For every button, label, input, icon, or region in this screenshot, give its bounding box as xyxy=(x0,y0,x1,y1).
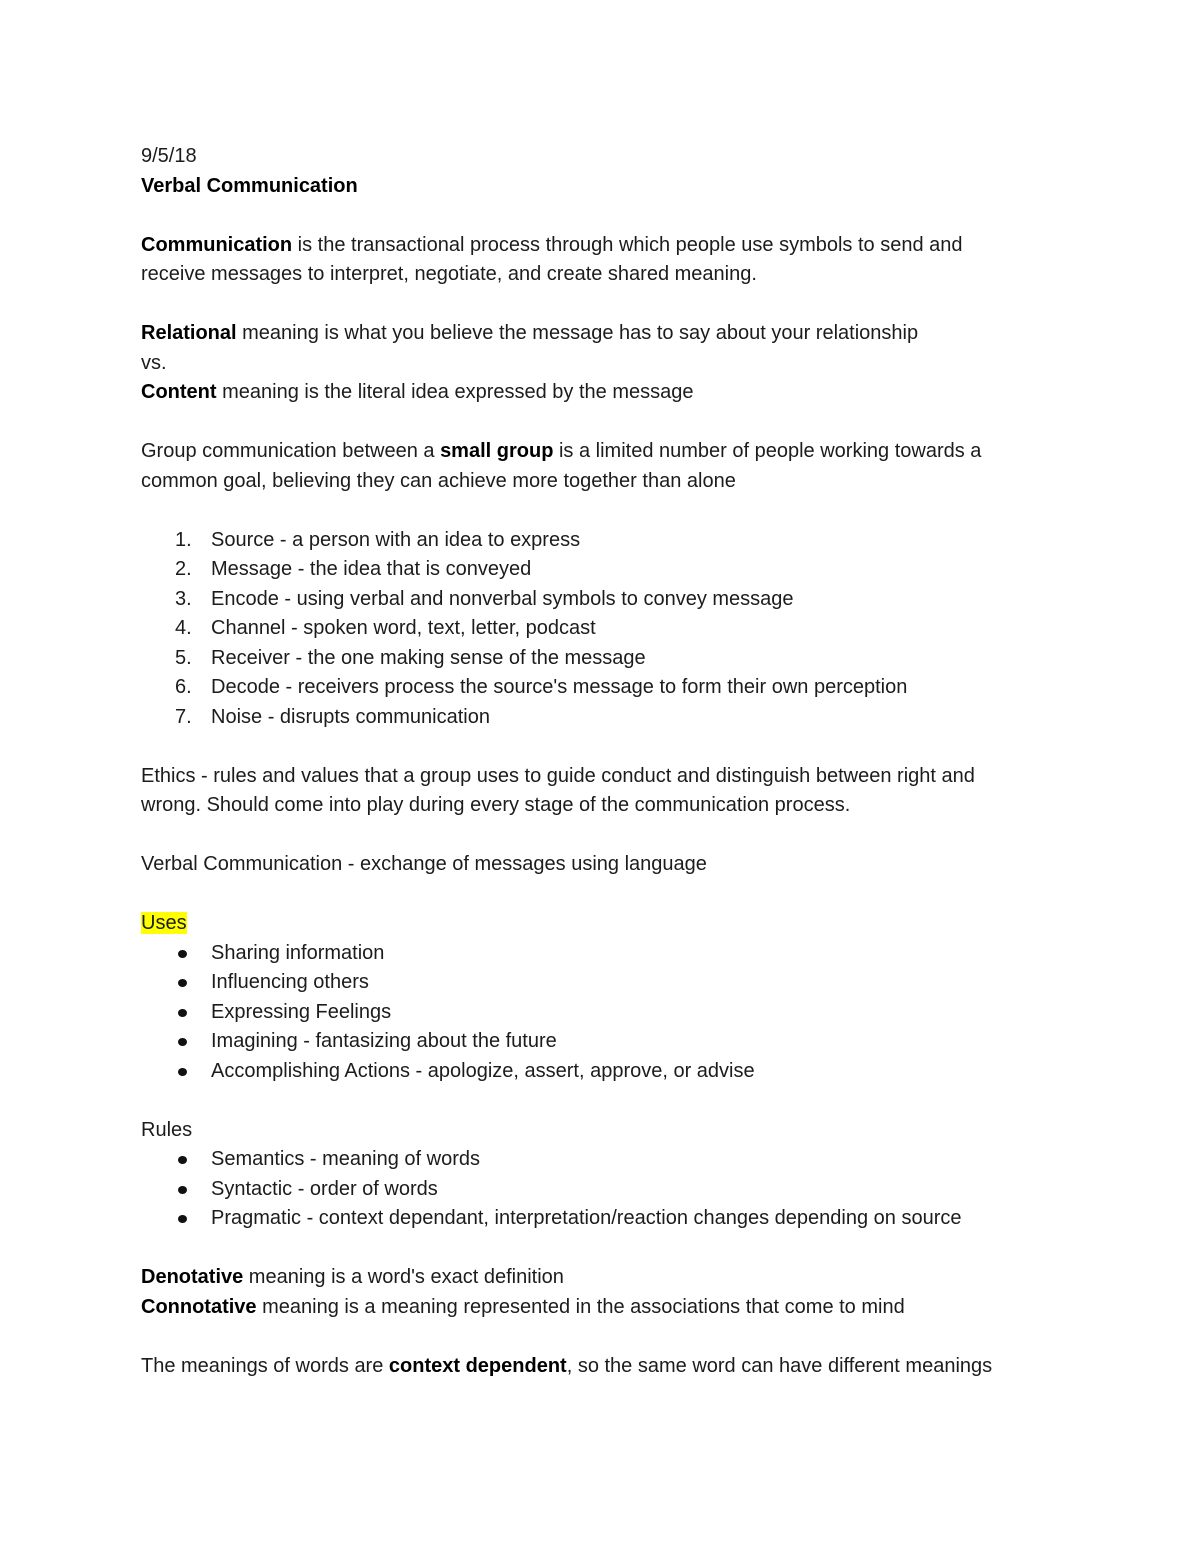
list-item-text: Decode - receivers process the source's message to form their own perception xyxy=(211,676,908,698)
list-item-text: Channel - spoken word, text, letter, podcast xyxy=(211,617,596,639)
list-item xyxy=(141,1145,1101,1175)
verbal-communication-definition: Verbal Communication - exchange of messages using language xyxy=(141,853,707,875)
spacer xyxy=(141,201,1101,231)
content-text: meaning is the literal idea expressed by the message xyxy=(216,381,694,403)
list-number: 5. xyxy=(175,646,192,669)
spacer xyxy=(141,821,1101,851)
denotative-text: meaning is a word's exact definition xyxy=(243,1266,564,1288)
list-item-text: Syntactic - order of words xyxy=(211,1177,438,1200)
denotative-term: Denotative xyxy=(141,1266,244,1288)
spacer xyxy=(141,732,1101,762)
list-item-text: Encode - using verbal and nonverbal symbols to convey message xyxy=(211,587,794,610)
list-item xyxy=(141,1057,1101,1087)
list-item xyxy=(141,614,1101,644)
list-item xyxy=(141,673,1101,703)
spacer xyxy=(141,408,1101,438)
date-text: 9/5/18 xyxy=(141,145,197,167)
list-item-text: Influencing others xyxy=(211,971,369,993)
spacer xyxy=(141,1086,1101,1116)
document-title xyxy=(141,172,1101,202)
small-group-term: small group xyxy=(440,440,554,462)
title-text: Verbal Communication xyxy=(141,174,358,197)
connotative-term: Connotative xyxy=(141,1295,257,1318)
group-post-text: is a limited number of people working towards a xyxy=(553,440,982,462)
list-item xyxy=(141,555,1101,585)
list-item xyxy=(141,585,1101,615)
list-item-text: Semantics - meaning of words xyxy=(211,1148,481,1170)
communication-definition-line1 xyxy=(141,231,1101,261)
communication-definition-text: is the transactional process through which people use symbols to send and xyxy=(292,233,963,256)
uses-list xyxy=(141,939,1101,1087)
process-steps-list xyxy=(141,526,1101,733)
list-number: 2. xyxy=(175,558,192,580)
list-item-text: Sharing information xyxy=(211,941,385,964)
bullet-icon xyxy=(178,1215,187,1223)
list-item-text: Message - the idea that is conveyed xyxy=(211,558,532,580)
communication-term: Communication xyxy=(141,233,293,256)
document-page xyxy=(141,142,1101,1381)
communication-definition-line2: receive messages to interpret, negotiate, and create shared meaning. xyxy=(141,263,757,285)
rules-heading: Rules xyxy=(141,1118,193,1141)
rules-list xyxy=(141,1145,1101,1234)
bullet-icon xyxy=(178,1038,187,1046)
list-item xyxy=(141,1175,1101,1205)
uses-heading xyxy=(141,909,1101,939)
bullet-icon xyxy=(178,1009,187,1017)
list-item-text: Receiver - the one making sense of the message xyxy=(211,646,646,669)
vs-text: vs. xyxy=(141,351,167,374)
bullet-icon xyxy=(178,950,187,958)
spacer xyxy=(141,496,1101,526)
list-item-text: Expressing Feelings xyxy=(211,1000,392,1023)
list-number: 3. xyxy=(175,587,192,610)
connotative-text: meaning is a meaning represented in the associations that come to mind xyxy=(256,1295,905,1318)
list-item xyxy=(141,1204,1101,1234)
relational-definition xyxy=(141,319,1101,349)
bullet-icon xyxy=(178,1156,187,1164)
ethics-line2: wrong. Should come into play during every stage of the communication process. xyxy=(141,794,851,816)
list-item-text: Noise - disrupts communication xyxy=(211,705,490,728)
list-number: 7. xyxy=(175,705,192,728)
relational-text: meaning is what you believe the message has to say about your relationship xyxy=(236,322,919,344)
list-item xyxy=(141,644,1101,674)
list-item xyxy=(141,968,1101,998)
context-post-text: , so the same word can have different meanings xyxy=(566,1354,993,1377)
group-pre-text: Group communication between a xyxy=(141,440,441,462)
list-number: 4. xyxy=(175,617,192,639)
context-pre-text: The meanings of words are xyxy=(141,1354,389,1377)
spacer xyxy=(141,290,1101,320)
list-item-text: Accomplishing Actions - apologize, assert, approve, or advise xyxy=(211,1059,755,1082)
list-item xyxy=(141,703,1101,733)
context-statement xyxy=(141,1352,1101,1382)
connotative-definition xyxy=(141,1293,1101,1323)
bullet-icon xyxy=(178,1068,187,1076)
context-dependent-term: context dependent xyxy=(388,1354,567,1377)
group-definition-line2: common goal, believing they can achieve more together than alone xyxy=(141,469,736,492)
list-item xyxy=(141,1027,1101,1057)
list-item xyxy=(141,526,1101,556)
spacer xyxy=(141,1234,1101,1264)
ethics-line1: Ethics - rules and values that a group uses to guide conduct and distinguish between right and xyxy=(141,764,975,787)
list-item-text: Pragmatic - context dependant, interpretation/reaction changes depending on source xyxy=(211,1207,962,1229)
list-item-text: Imagining - fantasizing about the future xyxy=(211,1030,557,1052)
spacer xyxy=(141,1322,1101,1352)
bullet-icon xyxy=(178,979,187,987)
list-item xyxy=(141,939,1101,969)
denotative-definition xyxy=(141,1263,1101,1293)
bullet-icon xyxy=(178,1186,187,1194)
content-definition xyxy=(141,378,1101,408)
uses-heading-highlighted: Uses xyxy=(141,912,187,934)
relational-term: Relational xyxy=(141,322,237,344)
list-item-text: Source - a person with an idea to express xyxy=(211,528,581,551)
list-item xyxy=(141,998,1101,1028)
content-term: Content xyxy=(141,381,217,403)
group-definition-line1 xyxy=(141,437,1101,467)
spacer xyxy=(141,880,1101,910)
list-number: 6. xyxy=(175,676,192,698)
list-number: 1. xyxy=(175,528,192,551)
